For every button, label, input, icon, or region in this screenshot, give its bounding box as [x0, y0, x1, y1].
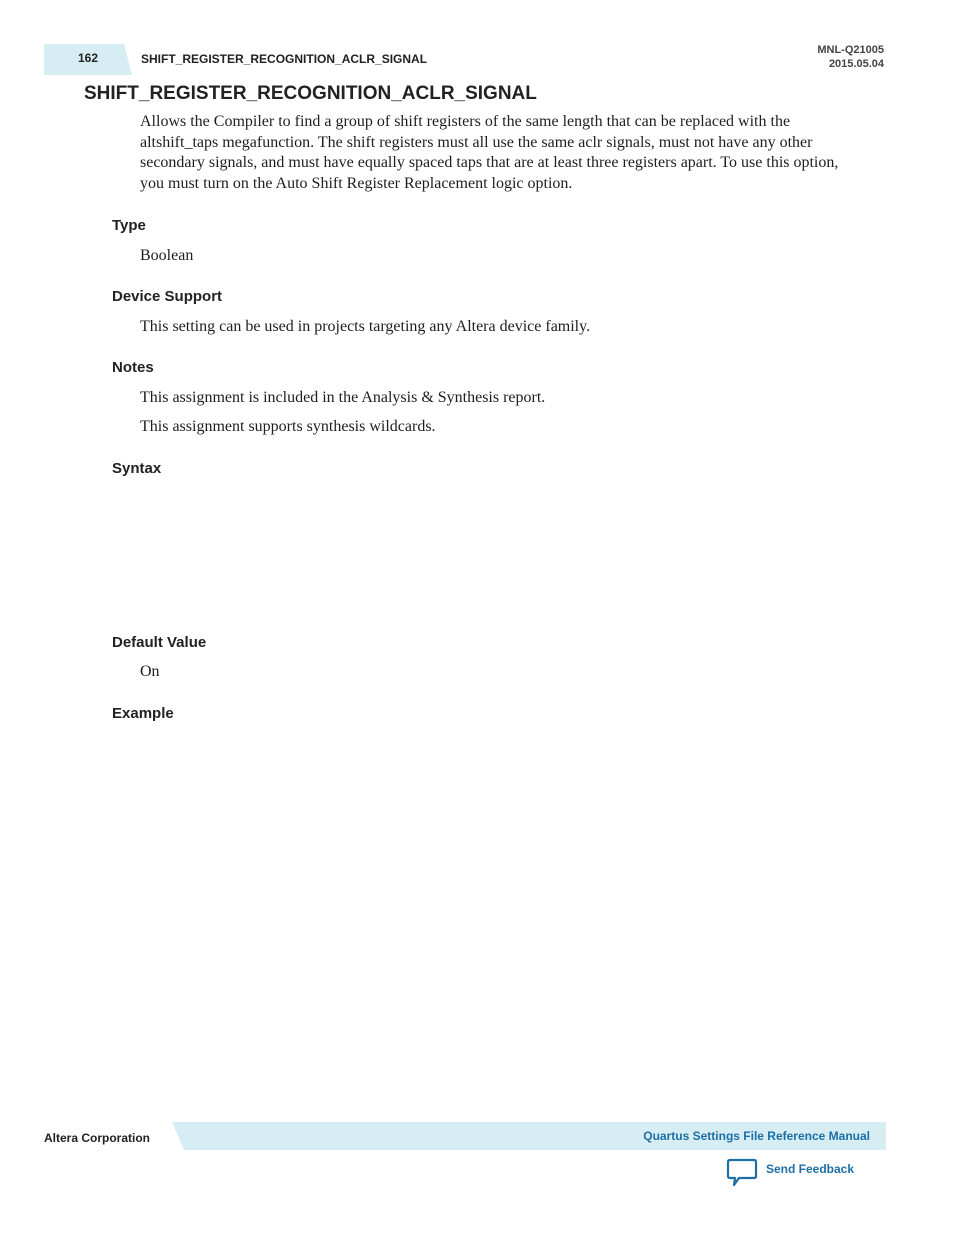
note-item: This assignment supports synthesis wildcards.	[140, 418, 436, 435]
syntax-heading: Syntax	[112, 460, 162, 477]
manual-title-link[interactable]: Quartus Settings File Reference Manual	[643, 1129, 870, 1143]
example-heading: Example	[112, 705, 174, 722]
type-heading: Type	[112, 217, 146, 234]
notes-heading: Notes	[112, 359, 154, 376]
document-id	[817, 43, 884, 71]
default-value-heading: Default Value	[112, 634, 207, 651]
running-title: SHIFT_REGISTER_RECOGNITION_ACLR_SIGNAL	[141, 52, 428, 66]
send-feedback-label: Send Feedback	[766, 1162, 855, 1176]
send-feedback-link[interactable]	[726, 1158, 854, 1188]
device-support-heading: Device Support	[112, 288, 223, 305]
note-item: This assignment is included in the Analysis & Synthesis report.	[140, 389, 546, 406]
device-support-text: This setting can be used in projects targeting any Altera device family.	[140, 318, 591, 335]
section-title: SHIFT_REGISTER_RECOGNITION_ACLR_SIGNAL	[84, 83, 537, 104]
page-number: 162	[77, 51, 99, 65]
document-date: 2015.05.04	[828, 58, 884, 70]
document-code: MNL-Q21005	[817, 44, 884, 56]
section-description: Allows the Compiler to find a group of shift registers of the same length that can be replaced with the altshift_taps megafunction. The shift registers must all use the same aclr signals, must not have any other secondary signals, and must have equally spaced taps that are at least three registers apart. To use this option, you must turn on the Auto Shift Register Replacement logic option.	[140, 113, 839, 192]
default-value: On	[140, 663, 160, 680]
speech-bubble-icon	[726, 1158, 758, 1187]
type-value: Boolean	[140, 247, 194, 264]
company-name: Altera Corporation	[44, 1131, 151, 1145]
